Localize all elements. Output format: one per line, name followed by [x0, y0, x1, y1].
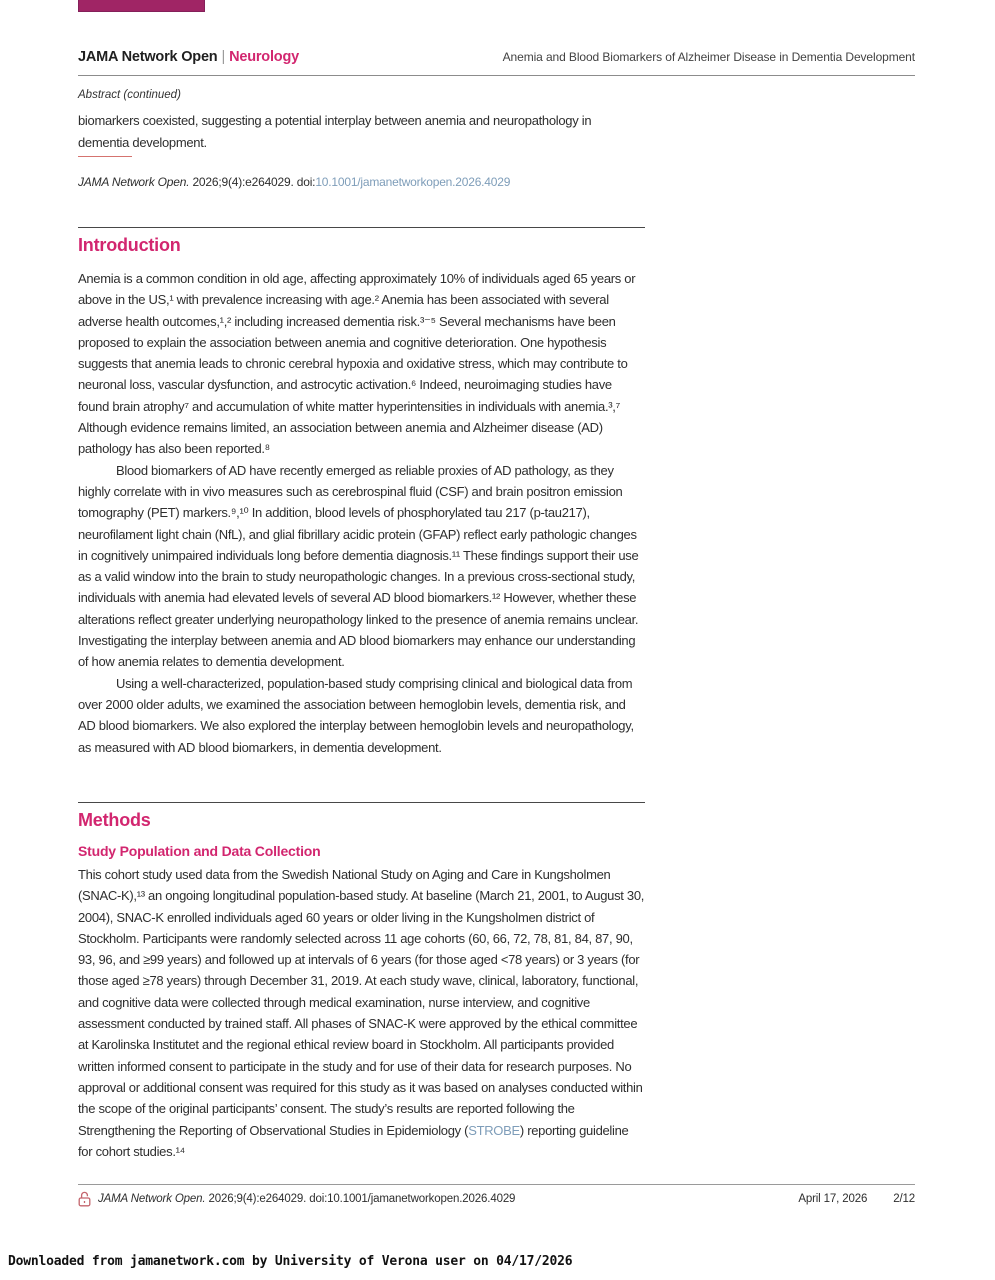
footer-citation-detail: 2026;9(4):e264029. doi:10.1001/jamanetworkopen.2026.4029: [205, 1193, 516, 1205]
journal-section-label: Neurology: [229, 49, 299, 65]
section-divider: [78, 802, 645, 803]
introduction-heading: Introduction: [78, 235, 181, 255]
citation-detail: 2026;9(4):e264029. doi:: [189, 175, 316, 189]
masthead-separator: |: [221, 49, 226, 65]
citation-divider: [78, 156, 132, 157]
footer-meta: [798, 1193, 915, 1205]
footer-citation: [78, 1191, 515, 1207]
journal-name: JAMA Network Open: [78, 49, 218, 65]
page-header: [78, 49, 915, 65]
methods-paragraph-1: [78, 864, 645, 1162]
article-citation: [78, 175, 510, 189]
abstract-continued-text: biomarkers coexisted, suggesting a potential interplay between anemia and neuropathology in dementia development.: [78, 113, 592, 150]
section-divider: [78, 227, 645, 228]
abstract-continued-label: Abstract (continued): [78, 89, 181, 101]
footer-page-number: 2/12: [893, 1193, 915, 1205]
footer-citation-journal: JAMA Network Open.: [98, 1193, 206, 1205]
introduction-paragraph-1: Anemia is a common condition in old age, affecting approximately 10% of individuals aged 65 years or above in the US,¹ with prevalence increasing with age.² Anemia has been associated with several adverse health outcomes,¹,² including increased dementia risk.³⁻⁵ Several mechanisms have been proposed to explain the association between anemia and cognitive deterioration. One hypothesis suggests that anemia leads to chronic cerebral hypoxia and oxidative stress, which may contribute to neuronal loss, vascular dysfunction, and astrocytic activation.⁶ Indeed, neuroimaging studies have found brain atrophy⁷ and accumulation of white matter hyperintensities in individuals with anemia.³,⁷ Although evidence remains limited, an association between anemia and Alzheimer disease (AD) pathology has also been reported.⁸: [78, 271, 636, 457]
introduction-paragraph-2: Blood biomarkers of AD have recently emerged as reliable proxies of AD pathology, as they highly correlate with in vivo measures such as cerebrospinal fluid (CSF) and brain positron emission tomography (PET) markers.⁹,¹⁰ In addition, blood levels of phosphorylated tau 217 (p-tau217), neurofilament light chain (NfL), and glial fibrillary acidic protein (GFAP) reflect early pathologic changes in cognitively unimpaired individuals long before dementia diagnosis.¹¹ These findings support their use as a valid window into the brain to study neuropathologic changes. In a previous cross-sectional study, individuals with anemia had elevated levels of several AD blood biomarkers.¹² However, whether these alterations reflect greater underlying neuropathology linked to the presence of anemia remains unclear. Investigating the interplay between anemia and AD blood biomarkers may enhance our understanding of how anemia relates to dementia development.: [78, 462, 639, 670]
introduction-section: [78, 227, 645, 758]
doi-link[interactable]: 10.1001/jamanetworkopen.2026.4029: [315, 175, 511, 189]
header-divider: [78, 75, 915, 76]
study-population-subheading: Study Population and Data Collection: [78, 843, 321, 859]
strobe-link[interactable]: STROBE: [468, 1122, 520, 1138]
footer-date: April 17, 2026: [798, 1193, 868, 1205]
footer-divider: [78, 1184, 915, 1185]
journal-masthead: [78, 49, 299, 65]
download-notice: Downloaded from jamanetwork.com by University of Verona user on 04/17/2026: [8, 1254, 573, 1269]
brand-color-bar: [78, 0, 205, 12]
methods-heading: Methods: [78, 810, 151, 830]
methods-section: [78, 802, 645, 1162]
running-title: Anemia and Blood Biomarkers of Alzheimer Disease in Dementia Development: [502, 50, 915, 64]
citation-journal: JAMA Network Open.: [78, 175, 190, 189]
page-footer: [78, 1191, 915, 1207]
methods-text-before-link: This cohort study used data from the Swedish National Study on Aging and Care in Kungsholmen (SNAC-K),¹³ an ongoing longitudinal population-based study. At baseline (March 21, 2001, to August 30, 2004), SNAC-K enrolled individuals aged 60 years or older living in the Kungsholmen district of Stockholm. Participants were randomly selected across 11 age cohorts (60, 66, 72, 78, 81, 84, 87, 90, 93, 96, and ≥99 years) and followed up at intervals of 6 years (for those aged <78 years) or 3 years (for those aged ≥78 years) through December 31, 2019. At each study wave, clinical, laboratory, functional, and cognitive data were collected through medical examination, nurse interview, and cognitive assessment conducted by trained staff. All phases of SNAC-K were approved by the ethical committee at Karolinska Institutet and the regional ethical review board in Stockholm. All participants provided written informed consent to participate in the study and for use of their data for research purposes. No approval or additional consent was required for this study as it was based on analyses conducted within the scope of the original participants’ consent. The study’s results are reported following the Strengthening the Reporting of Observational Studies in Epidemiology (: [78, 867, 645, 1138]
methods-text-after-link: ) reporting guideline for cohort studies.¹⁴: [78, 1122, 629, 1159]
open-access-lock-icon: [78, 1191, 91, 1207]
introduction-paragraph-3: Using a well-characterized, population-based study comprising clinical and biological data from over 2000 older adults, we examined the association between hemoglobin levels, dementia risk, and AD blood biomarkers. We also explored the interplay between hemoglobin levels and neuropathology, as measured with AD blood biomarkers, in dementia development.: [78, 675, 634, 755]
